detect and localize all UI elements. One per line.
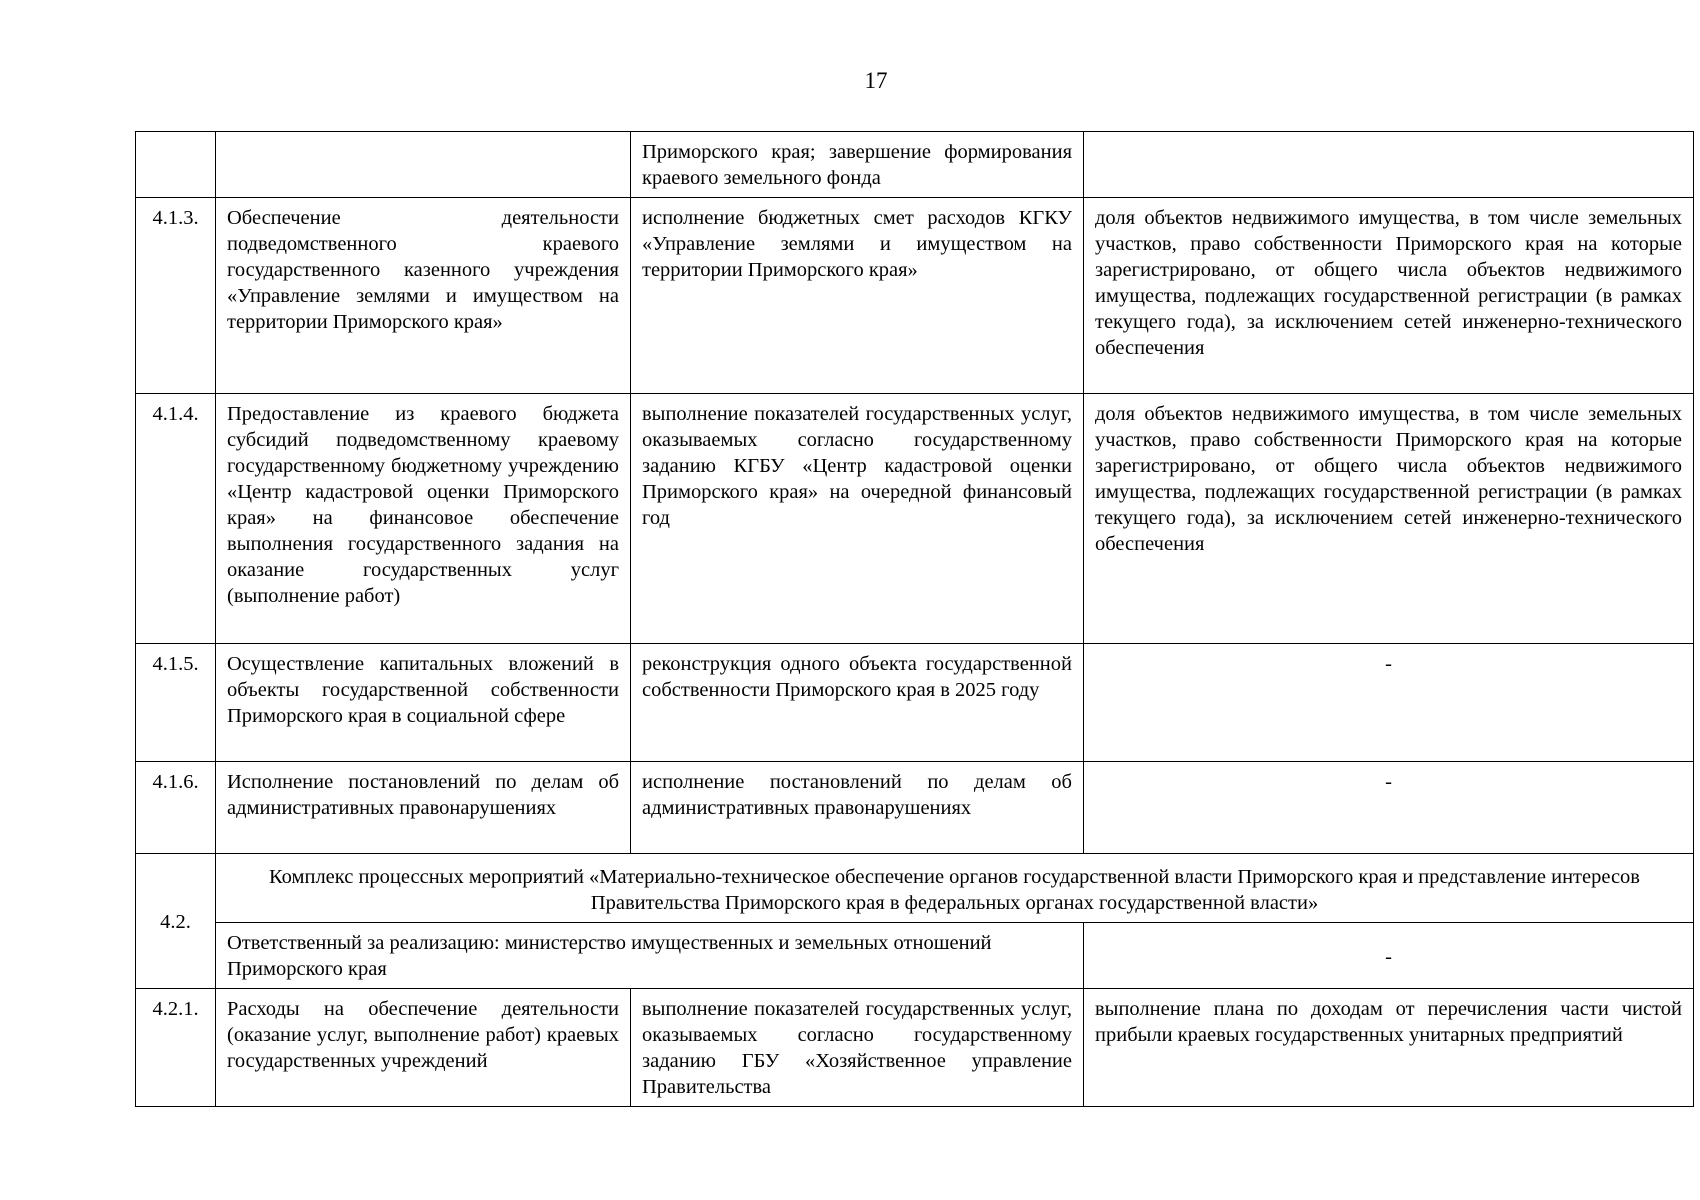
- result-cell: исполнение бюджетных смет расходов КГКУ «Управление землями и имуществом на территории Приморского края»: [631, 198, 1084, 394]
- result-cell: реконструкция одного объекта государственной собственности Приморского края в 2025 году: [631, 644, 1084, 762]
- responsible-row: [136, 923, 1694, 989]
- result-cell: выполнение показателей государственных услуг, оказываемых согласно государственному заданию КГБУ «Центр кадастровой оценки Приморского края» на очередной финансовый год: [631, 394, 1084, 644]
- row-number: 4.2.1.: [136, 989, 216, 1107]
- measure-cell: Исполнение постановлений по делам об административных правонарушениях: [216, 762, 631, 854]
- row-number: 4.1.5.: [136, 644, 216, 762]
- row-number: 4.1.4.: [136, 394, 216, 644]
- section-row: [136, 854, 1694, 923]
- result-cell: Приморского края; завершение формирования краевого земельного фонда: [631, 132, 1084, 198]
- measure-cell: Предоставление из краевого бюджета субсидий подведомственному краевому государственному бюджетному учреждению «Центр кадастровой оценки Приморского края» на финансовое обеспечение выполнения государственного задания на оказание государственных услуг (выполнение работ): [216, 394, 631, 644]
- section-title: Комплекс процессных мероприятий «Материально-техническое обеспечение органов государственной власти Приморского края и представление интересов Правительства Приморского края в федеральных органах государственной власти»: [216, 854, 1694, 923]
- section-number: 4.2.: [136, 854, 216, 989]
- table-row: [136, 132, 1694, 198]
- row-number: 4.1.6.: [136, 762, 216, 854]
- page-number: 17: [864, 68, 888, 93]
- indicator-cell: -: [1084, 762, 1694, 854]
- measure-cell: [216, 132, 631, 198]
- measures-table: [135, 131, 1694, 1107]
- indicator-cell: доля объектов недвижимого имущества, в том числе земельных участков, право собственности Приморского края на которые зарегистрировано, от общего числа объектов недвижимого имущества, подлежащих государственной регистрации (в рамках текущего года), за исключением сетей инженерно-технического обеспечения: [1084, 198, 1694, 394]
- measure-cell: Расходы на обеспечение деятельности (оказание услуг, выполнение работ) краевых государственных учреждений: [216, 989, 631, 1107]
- row-number: 4.1.3.: [136, 198, 216, 394]
- measure-cell: Осуществление капитальных вложений в объекты государственной собственности Приморского края в социальной сфере: [216, 644, 631, 762]
- indicator-cell: доля объектов недвижимого имущества, в том числе земельных участков, право собственности Приморского края на которые зарегистрировано, от общего числа объектов недвижимого имущества, подлежащих государственной регистрации (в рамках текущего года), за исключением сетей инженерно-технического обеспечения: [1084, 394, 1694, 644]
- table-row: [136, 394, 1694, 644]
- row-number: [136, 132, 216, 198]
- indicator-cell: выполнение плана по доходам от перечисления части чистой прибыли краевых государственных унитарных предприятий: [1084, 989, 1694, 1107]
- table-row: [136, 198, 1694, 394]
- result-cell: выполнение показателей государственных услуг, оказываемых согласно государственному заданию ГБУ «Хозяйственное управление Правительства: [631, 989, 1084, 1107]
- result-cell: исполнение постановлений по делам об административных правонарушениях: [631, 762, 1084, 854]
- responsible-cell: Ответственный за реализацию: министерство имущественных и земельных отношений Приморского края: [216, 923, 1084, 989]
- measure-cell: Обеспечение деятельности подведомственного краевого государственного казенного учреждения «Управление землями и имуществом на территории Приморского края»: [216, 198, 631, 394]
- table-row: [136, 644, 1694, 762]
- table-row: [136, 762, 1694, 854]
- indicator-cell: -: [1084, 644, 1694, 762]
- table-row: [136, 989, 1694, 1107]
- responsible-indicator-cell: -: [1084, 923, 1694, 989]
- indicator-cell: [1084, 132, 1694, 198]
